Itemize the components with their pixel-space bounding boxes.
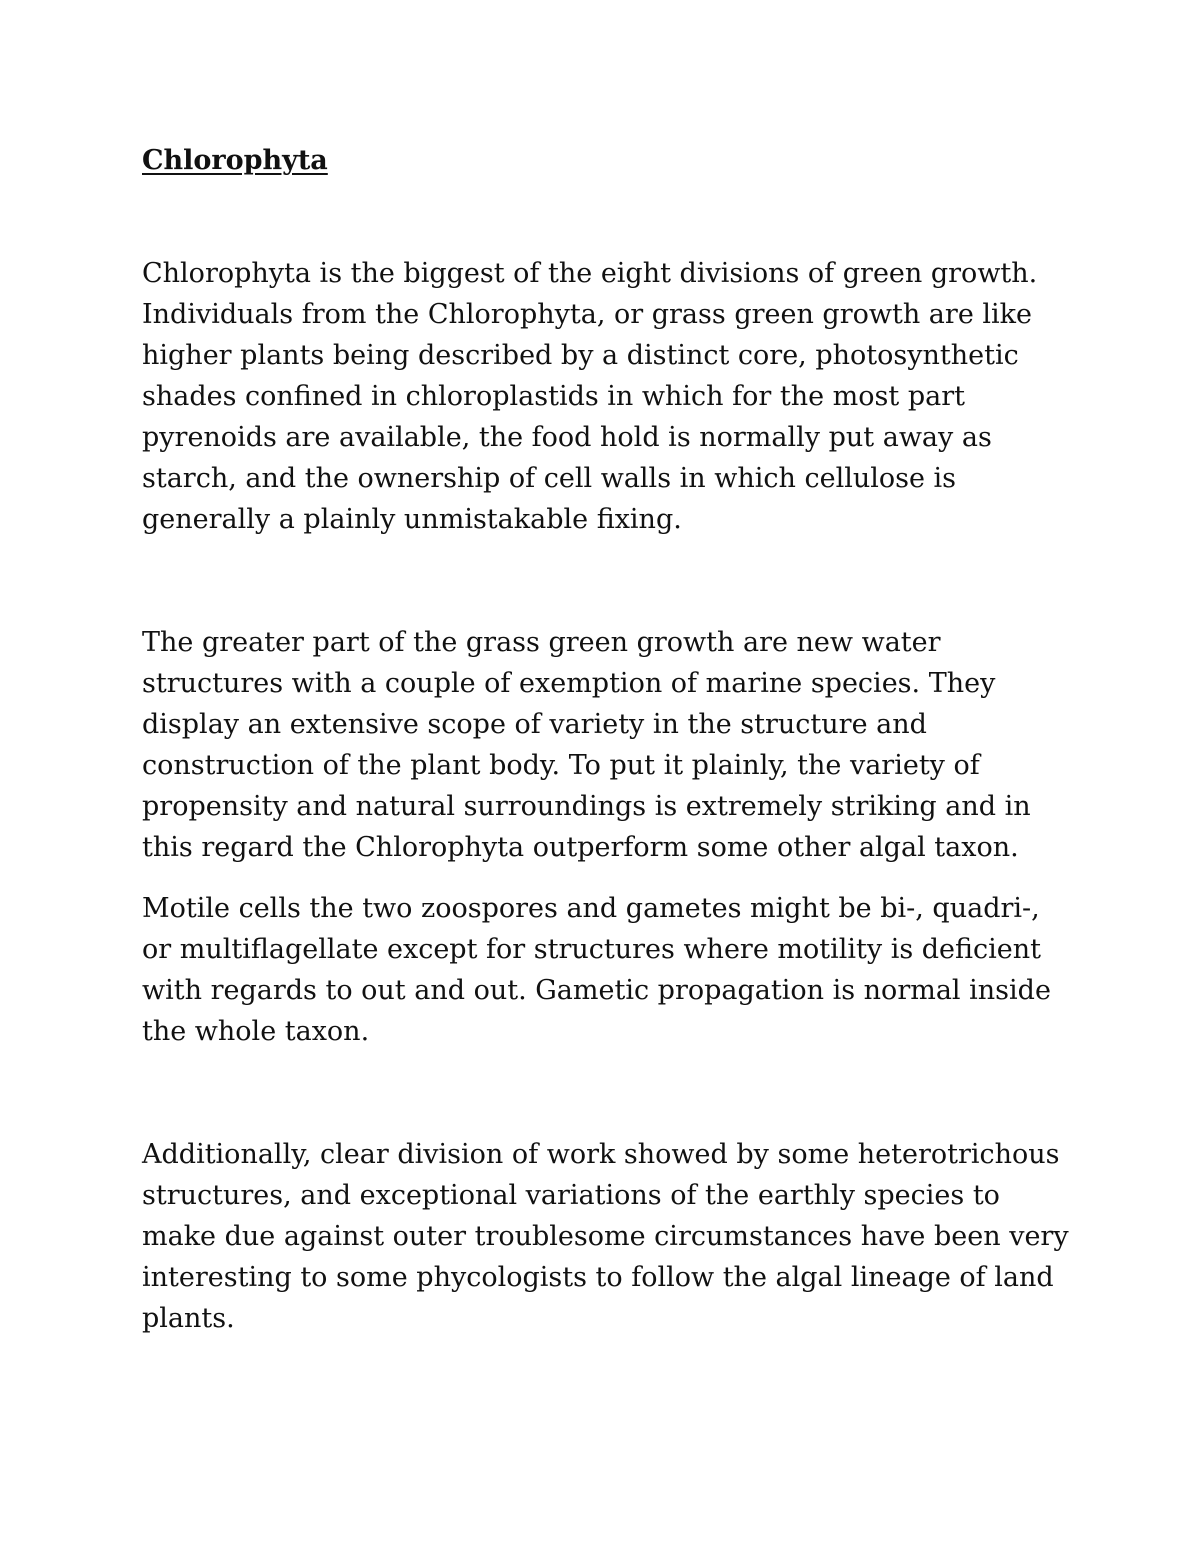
document-title: Chlorophyta	[142, 145, 328, 176]
paragraph-land-plants: Additionally, clear division of work showed by some heterotrichous structures, and exceptional variations of the earthly species to make due against outer troublesome circumstances have been very interesting to some phycologists to follow the algal lineage of land plants.	[142, 1139, 1069, 1334]
paragraph-intro: Chlorophyta is the biggest of the eight divisions of green growth. Individuals from the Chlorophyta, or grass green growth are like higher plants being described by a distinct core, photosynthetic shades confined in chloroplastids in which for the most part pyrenoids are available, the food hold is normally put away as starch, and the ownership of cell walls in which cellulose is generally a plainly unmistakable fixing.	[142, 258, 1038, 535]
document-body	[142, 140, 1072, 1339]
paragraph-motile-cells: Motile cells the two zoospores and gametes might be bi-, quadri-, or multiflagellate except for structures where motility is deficient with regards to out and out. Gametic propagation is normal inside the whole taxon.	[142, 893, 1051, 1047]
paragraph-habitat: The greater part of the grass green growth are new water structures with a couple of exemption of marine species. They display an extensive scope of variety in the structure and construction of the plant body. To put it plainly, the variety of propensity and natural surroundings is extremely striking and in this regard the Chlorophyta outperform some other algal taxon.	[142, 627, 1031, 863]
